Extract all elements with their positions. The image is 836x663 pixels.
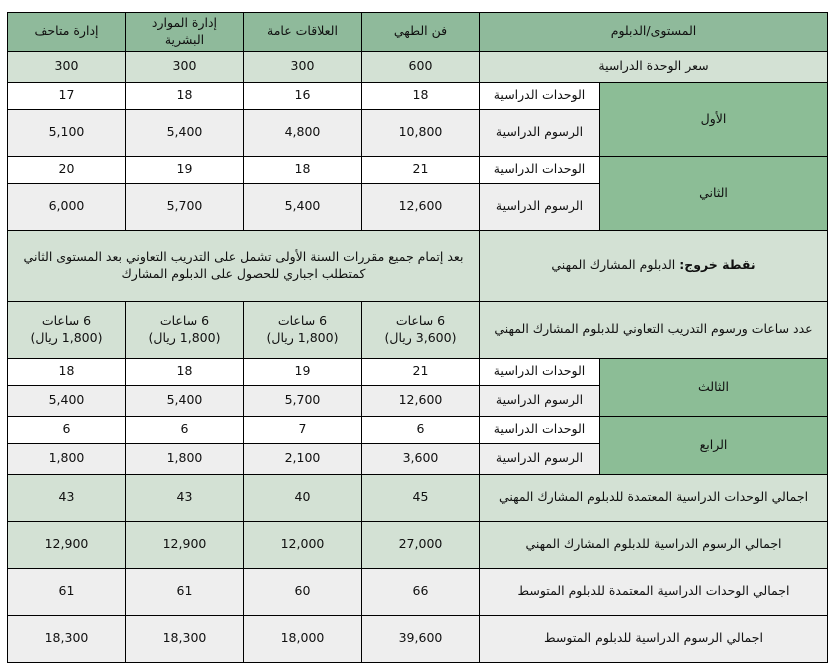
cell-coop-training-2 [125,301,243,358]
cell-level-two-fees-2: 5,700 [125,183,243,230]
header-cell-program-0: فن الطهي [361,13,479,52]
table-row-coop-training [7,301,827,358]
cell-level-four-units-1: 7 [243,416,361,443]
cell-level-three-units-1: 19 [243,358,361,385]
table-row-total-units-intermediate [7,568,827,615]
table-row-level-three-units [7,358,827,385]
level-label-three: الثالث [600,358,828,416]
table-header-row [7,13,827,52]
cell-level-two-fees-0: 12,600 [361,183,479,230]
cell-level-four-units-2: 6 [125,416,243,443]
sublabel-fees-level-two: الرسوم الدراسية [479,183,599,230]
sublabel-fees-level-one: الرسوم الدراسية [479,109,599,156]
cell-level-one-fees-0: 10,800 [361,109,479,156]
cell-level-four-fees-3: 1,800 [7,443,125,474]
cell-level-three-units-3: 18 [7,358,125,385]
cell-total-fees-intermediate-0: 39,600 [361,615,479,662]
table-row-total-fees-intermediate [7,615,827,662]
cell-total-fees-associate-1: 12,000 [243,521,361,568]
cell-level-one-units-1: 16 [243,82,361,109]
cell-total-fees-intermediate-1: 18,000 [243,615,361,662]
cell-level-four-fees-1: 2,100 [243,443,361,474]
cell-level-two-units-1: 18 [243,156,361,183]
cell-total-units-associate-3: 43 [7,474,125,521]
table-row-total-units-associate [7,474,827,521]
cell-level-three-units-2: 18 [125,358,243,385]
cell-level-one-fees-3: 5,100 [7,109,125,156]
cell-coop-training-0 [361,301,479,358]
level-label-one: الأول [600,82,828,156]
level-label-two: الثاني [600,156,828,230]
cell-total-units-intermediate-1: 60 [243,568,361,615]
sublabel-units-level-one: الوحدات الدراسية [479,82,599,109]
cell-total-units-associate-0: 45 [361,474,479,521]
row-label-total-fees-associate: اجمالي الرسوم الدراسية للدبلوم المشارك المهني [479,521,827,568]
coop-hours-0: 6 ساعات [395,312,446,328]
coop-hours-2: 6 ساعات [159,312,210,328]
table-row-level-four-units [7,416,827,443]
cell-total-fees-associate-0: 27,000 [361,521,479,568]
cell-coop-training-3 [7,301,125,358]
cell-level-two-units-3: 20 [7,156,125,183]
cell-level-one-fees-2: 5,400 [125,109,243,156]
row-label-total-units-intermediate: اجمالي الوحدات الدراسية المعتمدة للدبلوم المتوسط [479,568,827,615]
sublabel-units-level-three: الوحدات الدراسية [479,358,599,385]
table-row-level-one-units [7,82,827,109]
cell-level-four-units-0: 6 [361,416,479,443]
cell-total-units-associate-2: 43 [125,474,243,521]
table-row-level-two-units [7,156,827,183]
coop-hours-1: 6 ساعات [277,312,328,328]
level-label-four: الرابع [600,416,828,474]
cell-level-three-fees-2: 5,400 [125,385,243,416]
coop-hours-3: 6 ساعات [41,312,92,328]
cell-level-three-fees-1: 5,700 [243,385,361,416]
tuition-fee-table [7,12,828,663]
cell-total-units-associate-1: 40 [243,474,361,521]
exit-point-title [479,230,827,301]
cell-coop-training-1 [243,301,361,358]
sublabel-fees-level-three: الرسوم الدراسية [479,385,599,416]
table-row-unit-price [7,51,827,82]
coop-amount-3: (1,800 ريال) [30,329,103,345]
table-row-total-fees-associate [7,521,827,568]
cell-unit-price-3: 300 [7,51,125,82]
cell-unit-price-2: 300 [125,51,243,82]
cell-level-three-units-0: 21 [361,358,479,385]
row-label-total-units-associate: اجمالي الوحدات الدراسية المعتمدة للدبلوم المشارك المهني [479,474,827,521]
exit-point-title-rest: الدبلوم المشارك المهني [551,257,680,273]
cell-level-two-units-2: 19 [125,156,243,183]
cell-level-one-units-0: 18 [361,82,479,109]
header-cell-program-1: العلاقات عامة [243,13,361,52]
cell-total-fees-associate-2: 12,900 [125,521,243,568]
cell-total-fees-intermediate-3: 18,300 [7,615,125,662]
cell-level-one-units-3: 17 [7,82,125,109]
cell-level-four-units-3: 6 [7,416,125,443]
cell-level-one-units-2: 18 [125,82,243,109]
cell-level-three-fees-3: 5,400 [7,385,125,416]
exit-point-title-bold: نقطة خروج: [679,257,756,273]
coop-amount-1: (1,800 ريال) [266,329,339,345]
row-label-unit-price: سعر الوحدة الدراسية [479,51,827,82]
sublabel-units-level-two: الوحدات الدراسية [479,156,599,183]
cell-level-one-fees-1: 4,800 [243,109,361,156]
table-row-exit-point [7,230,827,301]
cell-level-two-units-0: 21 [361,156,479,183]
coop-amount-0: (3,600 ريال) [384,329,457,345]
cell-total-units-intermediate-2: 61 [125,568,243,615]
cell-total-units-intermediate-3: 61 [7,568,125,615]
cell-level-four-fees-2: 1,800 [125,443,243,474]
header-cell-program-3: إدارة متاحف [7,13,125,52]
cell-level-four-fees-0: 3,600 [361,443,479,474]
cell-level-three-fees-0: 12,600 [361,385,479,416]
cell-level-two-fees-3: 6,000 [7,183,125,230]
cell-total-fees-intermediate-2: 18,300 [125,615,243,662]
row-label-total-fees-intermediate: اجمالي الرسوم الدراسية للدبلوم المتوسط [479,615,827,662]
exit-point-note: بعد إتمام جميع مقررات السنة الأولى تشمل على التدريب التعاوني بعد المستوى الثاني كمتطلب اجباري للحصول على الدبلوم المشارك [7,230,479,301]
header-cell-program-2: إدارة الموارد البشرية [125,13,243,52]
cell-unit-price-0: 600 [361,51,479,82]
sublabel-units-level-four: الوحدات الدراسية [479,416,599,443]
cell-level-two-fees-1: 5,400 [243,183,361,230]
sublabel-fees-level-four: الرسوم الدراسية [479,443,599,474]
cell-unit-price-1: 300 [243,51,361,82]
cell-total-units-intermediate-0: 66 [361,568,479,615]
row-label-coop-training: عدد ساعات ورسوم التدريب التعاوني للدبلوم المشارك المهني [479,301,827,358]
coop-amount-2: (1,800 ريال) [148,329,221,345]
header-cell-level-diploma: المستوى/الدبلوم [479,13,827,52]
cell-total-fees-associate-3: 12,900 [7,521,125,568]
